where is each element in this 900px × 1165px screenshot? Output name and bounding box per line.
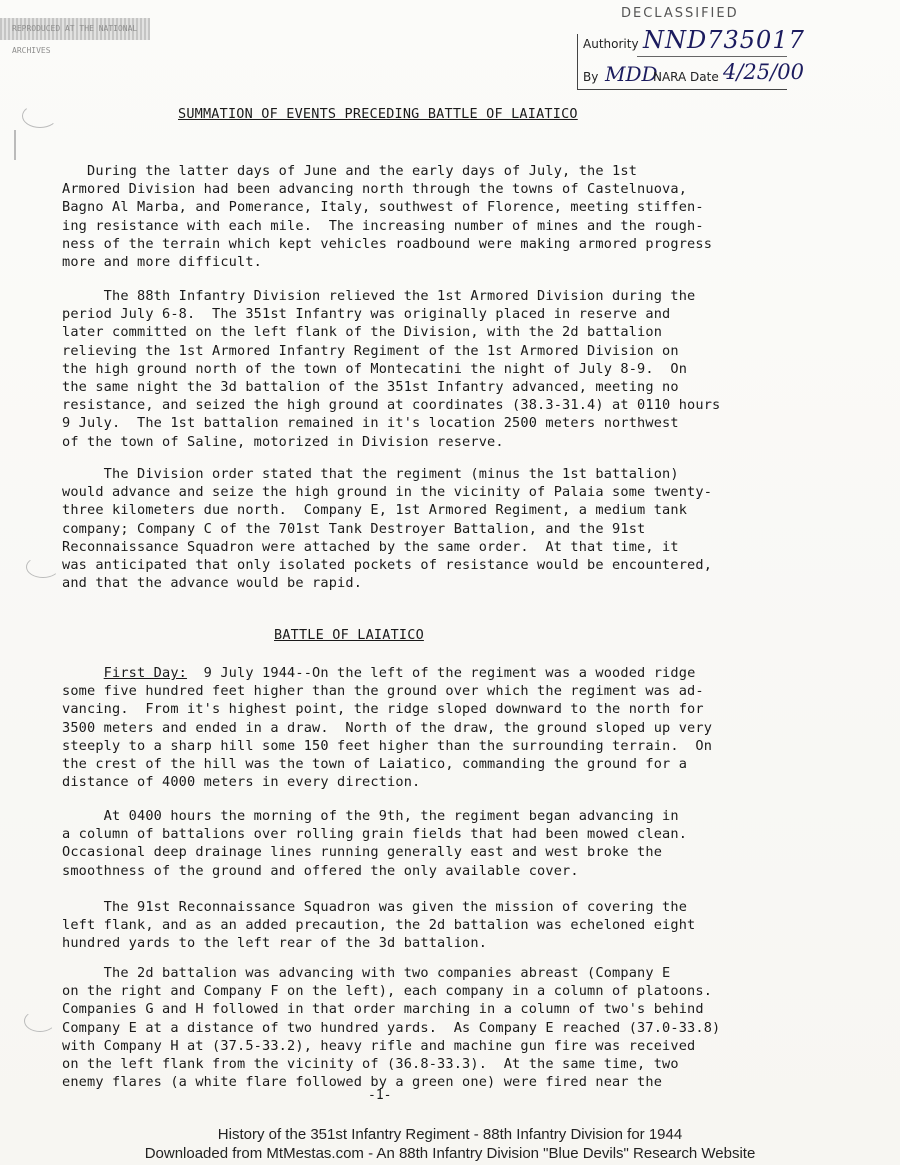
first-day-label: First Day: (103, 665, 188, 681)
footer-source-title: History of the 351st Infantry Regiment - 88th Infantry Division for 1944 (217, 1126, 683, 1143)
stamp-divider (637, 56, 787, 57)
nara-date-label: NARA Date (653, 70, 719, 84)
section-heading-battle: BATTLE OF LAIATICO (274, 627, 424, 643)
punch-hole-mark (26, 556, 60, 578)
footer-download-credit: Downloaded from MtMestas.com - An 88th Infantry Division "Blue Devils" Research Website (144, 1145, 756, 1162)
stamp-border-bottom (577, 89, 787, 90)
first-day-body: some five hundred feet higher than the ground over which the regiment was ad- vancing. From it's highest point, the ridge sloped downward to the north for 3500 meters and ended in a draw. North of the draw, the ground sloped up very steeply to a sharp hill some 150 feet higher than the surrounding terrain. On the crest of the hill was the town of Laiatico, commanding the ground for a distance of 4000 meters in every direction. (62, 683, 713, 791)
paragraph: The Division order stated that the regiment (minus the 1st battalion) would advance and seize the high ground in the vicinity of Palaia some twenty- three kilometers due north. Company E, 1st Armored Regiment, a medium tank company; Company C of the 701st Tank Destroyer Battalion, and the 91st Reconnaissance Squadron were attached by the same order. At that time, it was anticipated that only isolated pockets of resistance would be encountered, and that the advance would be rapid. (62, 466, 713, 592)
punch-hole-mark (24, 1010, 56, 1032)
archive-reproduction-stamp: REPRODUCED AT THE NATIONAL ARCHIVES (0, 18, 150, 40)
declassified-label: DECLASSIFIED (621, 6, 739, 21)
section-heading-summation: SUMMATION OF EVENTS PRECEDING BATTLE OF LAIATICO (178, 106, 578, 122)
margin-mark (14, 130, 16, 160)
paragraph: The 91st Reconnaissance Squadron was given the mission of covering the left flank, and as an added precaution, the 2d battalion was echeloned eight hundred yards to the left rear of the 3d battalion. (62, 899, 696, 952)
first-day-lead: 9 July 1944--On the left of the regiment was a wooded ridge (187, 665, 696, 681)
by-initials: MDD (605, 62, 658, 86)
page-number: -1- (368, 1088, 392, 1103)
paragraph-first-day (62, 664, 772, 791)
paragraph: At 0400 hours the morning of the 9th, the regiment began advancing in a column of battalions over rolling grain fields that had been mowed clean. Occasional deep drainage lines running generally east and west broke the smoothness of the ground and offered the only available cover. (62, 808, 688, 879)
punch-hole-mark (22, 104, 58, 128)
declassification-stamp (577, 4, 805, 90)
authority-value: NND735017 (643, 26, 805, 54)
paragraph: The 88th Infantry Division relieved the 1st Armored Division during the period July 6-8. The 351st Infantry was originally placed in reserve and later committed on the left flank of the Division, with the 2d battalion relieving the 1st Armored Infantry Regiment of the 1st Armored Division on the high ground north of the town of Montecatini the night of July 8-9. On the same night the 3d battalion of the 351st Infantry advanced, meeting no resistance, and seized the high ground at coordinates (38.3-31.4) at 0110 hours 9 July. The 1st battalion remained in it's location 2500 meters northwest of the town of Saline, motorized in Division reserve. (62, 288, 721, 450)
paragraph: The 2d battalion was advancing with two companies abreast (Company E on the right and Company F on the left), each company in a column of platoons. Companies G and H followed in that order marching in a column of two's behind Company E at a distance of two hundred yards. As Company E reached (37.0-33.8) with Company H at (37.5-33.2), heavy rifle and machine gun fire was received on the left flank from the vicinity of (36.8-33.3). At the same time, two enemy flares (a white flare followed by a green one) were fired near the (62, 965, 721, 1091)
authority-label: Authority (583, 37, 639, 51)
nara-date-value: 4/25/00 (723, 60, 804, 84)
by-label: By (583, 70, 599, 84)
paragraph: During the latter days of June and the early days of July, the 1st Armored Division had been advancing north through the towns of Castelnuova, Bagno Al Marba, and Pomerance, Italy, southwest of Florence, meeting stiffen- ing resistance with each mile. The increasing number of mines and the rough- ness of the terrain which kept vehicles roadbound were making armored progress more and more difficult. (62, 163, 713, 271)
stamp-border-left (577, 34, 578, 90)
